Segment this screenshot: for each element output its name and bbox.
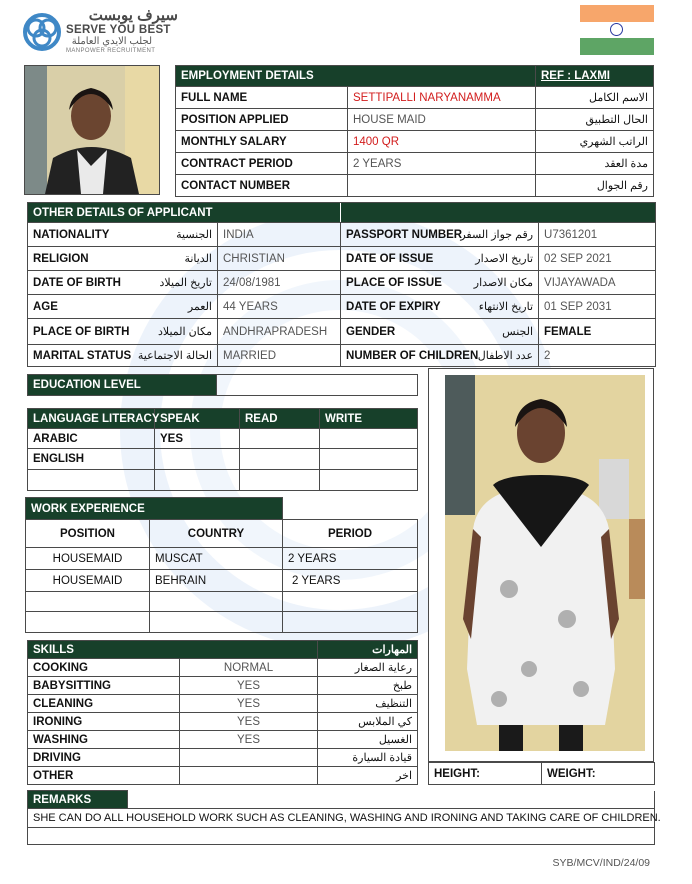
other-details-header: OTHER DETAILS OF APPLICANT (28, 203, 341, 223)
skill-arabic: التنظيف (318, 695, 418, 713)
religion-arabic: الديانة (150, 247, 218, 271)
skill-arabic: طبخ (318, 677, 418, 695)
work-period: 2 YEARS (283, 570, 418, 592)
position-col-header: POSITION (26, 520, 150, 548)
date-of-issue-value: 02 SEP 2021 (539, 247, 656, 271)
skills-header-arabic: المهارات (318, 641, 418, 659)
monthly-salary-arabic: الراتب الشهري (536, 131, 654, 153)
skill-arabic: اخر (318, 767, 418, 785)
language-speak (155, 470, 240, 491)
passport-number-label: PASSPORT NUMBER (341, 223, 459, 247)
other-details-row (28, 319, 656, 345)
height-weight-table (428, 762, 655, 785)
education-level-value (217, 375, 418, 396)
position-applied-value: HOUSE MAID (348, 109, 536, 131)
india-flag-icon (580, 5, 654, 55)
remarks-header: REMARKS (28, 791, 128, 809)
skill-name: OTHER (28, 767, 180, 785)
work-position: HOUSEMAID (26, 548, 150, 570)
employment-row (176, 153, 654, 175)
other-details-row (28, 223, 656, 247)
skill-level: NORMAL (180, 659, 318, 677)
contract-period-arabic: مدة العقد (536, 153, 654, 175)
full-name-label: FULL NAME (176, 87, 348, 109)
skill-level: YES (180, 695, 318, 713)
religion-value: CHRISTIAN (218, 247, 341, 271)
gender-value: FEMALE (539, 319, 656, 345)
place-of-issue-label: PLACE OF ISSUE (341, 271, 459, 295)
work-period (283, 592, 418, 612)
nationality-value: INDIA (218, 223, 341, 247)
work-position: HOUSEMAID (26, 570, 150, 592)
weight-label: WEIGHT: (542, 763, 655, 785)
other-details-table (27, 202, 656, 367)
language-literacy-table (27, 408, 418, 491)
full-name-value: SETTIPALLI NARYANAMMA (348, 87, 536, 109)
skill-level: YES (180, 713, 318, 731)
skill-row (28, 659, 418, 677)
language-read (240, 470, 320, 491)
other-details-row (28, 247, 656, 271)
work-country (150, 612, 283, 633)
number-of-children-label: NUMBER OF CHILDREN (341, 345, 459, 367)
skill-level (180, 767, 318, 785)
date-of-expiry-value: 01 SEP 2031 (539, 295, 656, 319)
skill-row (28, 731, 418, 749)
contact-number-arabic: رقم الجوال (536, 175, 654, 197)
brand-tagline: MANPOWER RECRUITMENT (66, 48, 156, 54)
place-of-birth-label: PLACE OF BIRTH (28, 319, 150, 345)
skill-level: YES (180, 677, 318, 695)
remarks-empty-line (28, 828, 655, 845)
skill-name: BABYSITTING (28, 677, 180, 695)
skill-arabic: قيادة السيارة (318, 749, 418, 767)
skill-row (28, 767, 418, 785)
skill-arabic: الغسيل (318, 731, 418, 749)
skill-name: WASHING (28, 731, 180, 749)
gender-label: GENDER (341, 319, 459, 345)
height-label: HEIGHT: (429, 763, 542, 785)
skill-level (180, 749, 318, 767)
other-details-row (28, 345, 656, 367)
religion-label: RELIGION (28, 247, 150, 271)
date-of-expiry-label: DATE OF EXPIRY (341, 295, 459, 319)
skill-name: DRIVING (28, 749, 180, 767)
skill-row (28, 677, 418, 695)
language-row (28, 429, 418, 449)
employment-row (176, 87, 654, 109)
language-name (28, 470, 155, 491)
passport-number-value: U7361201 (539, 223, 656, 247)
remarks-table (27, 790, 661, 845)
country-col-header: COUNTRY (150, 520, 283, 548)
work-period (283, 612, 418, 633)
age-label: AGE (28, 295, 150, 319)
place-of-issue-value: VIJAYAWADA (539, 271, 656, 295)
applicant-photo-small (24, 65, 160, 195)
write-col-header: WRITE (320, 409, 418, 429)
date-of-expiry-arabic: تاريخ الانتهاء (459, 295, 539, 319)
passport-number-arabic: رقم جواز السفر (459, 223, 539, 247)
work-period: 2 YEARS (283, 548, 418, 570)
skill-row (28, 695, 418, 713)
language-row (28, 449, 418, 470)
work-experience-header: WORK EXPERIENCE (26, 498, 283, 520)
work-row (26, 548, 418, 570)
age-value: 44 YEARS (218, 295, 341, 319)
language-name: ARABIC (28, 429, 155, 449)
skill-level: YES (180, 731, 318, 749)
full-name-arabic: الاسم الكامل (536, 87, 654, 109)
employment-details-table (175, 65, 654, 197)
brand-arabic-tagline: لجلب الايدي العاملة (71, 36, 152, 47)
other-details-row (28, 271, 656, 295)
language-read (240, 449, 320, 470)
period-col-header: PERIOD (283, 520, 418, 548)
employment-details-header: EMPLOYMENT DETAILS (176, 66, 536, 87)
reference-label: REF : LAXMI (536, 66, 654, 87)
language-row (28, 470, 418, 491)
date-of-birth-value: 24/08/1981 (218, 271, 341, 295)
brand-arabic-name: سيرف يوبست (88, 7, 178, 24)
monthly-salary-label: MONTHLY SALARY (176, 131, 348, 153)
nationality-label: NATIONALITY (28, 223, 150, 247)
date-of-issue-label: DATE OF ISSUE (341, 247, 459, 271)
work-row (26, 612, 418, 633)
language-write (320, 429, 418, 449)
brand-logo-icon (22, 10, 62, 54)
skills-header: SKILLS (28, 641, 318, 659)
skill-arabic: كي الملابس (318, 713, 418, 731)
language-speak: YES (155, 429, 240, 449)
work-experience-header-spacer (283, 498, 418, 520)
number-of-children-arabic: عدد الاطفال (459, 345, 539, 367)
language-read (240, 429, 320, 449)
applicant-photo-large (428, 368, 654, 762)
employment-row (176, 109, 654, 131)
remarks-text: SHE CAN DO ALL HOUSEHOLD WORK SUCH AS CLEANING, WASHING AND IRONING AND TAKING CARE OF CHILDREN. (28, 809, 655, 828)
gender-arabic: الجنس (459, 319, 539, 345)
skill-arabic: رعاية الصغار (318, 659, 418, 677)
date-of-issue-arabic: تاريخ الاصدار (459, 247, 539, 271)
language-name: ENGLISH (28, 449, 155, 470)
marital-status-value: MARRIED (218, 345, 341, 367)
language-write (320, 470, 418, 491)
place-of-birth-value: ANDHRAPRADESH (218, 319, 341, 345)
monthly-salary-value: 1400 QR (348, 131, 536, 153)
work-experience-table (25, 497, 418, 633)
contract-period-label: CONTRACT PERIOD (176, 153, 348, 175)
education-level-label: EDUCATION LEVEL (28, 375, 217, 396)
contract-period-value: 2 YEARS (348, 153, 536, 175)
work-country: MUSCAT (150, 548, 283, 570)
position-applied-arabic: الحال التطبيق (536, 109, 654, 131)
language-col-header: LANGUAGE LITERACY (28, 409, 155, 429)
date-of-birth-label: DATE OF BIRTH (28, 271, 150, 295)
language-write (320, 449, 418, 470)
position-applied-label: POSITION APPLIED (176, 109, 348, 131)
other-details-header-blank (341, 203, 656, 223)
document-code: SYB/MCV/IND/24/09 (552, 857, 650, 869)
skill-name: COOKING (28, 659, 180, 677)
contact-number-label: CONTACT NUMBER (176, 175, 348, 197)
work-country: BEHRAIN (150, 570, 283, 592)
skill-row (28, 749, 418, 767)
employment-row (176, 175, 654, 197)
skill-row (28, 713, 418, 731)
work-country (150, 592, 283, 612)
skill-name: IRONING (28, 713, 180, 731)
number-of-children-value: 2 (539, 345, 656, 367)
contact-number-value (348, 175, 536, 197)
work-position (26, 592, 150, 612)
brand-name: SERVE YOU BEST (66, 24, 171, 36)
age-arabic: العمر (150, 295, 218, 319)
work-row (26, 570, 418, 592)
nationality-arabic: الجنسية (150, 223, 218, 247)
remarks-header-spacer (128, 791, 655, 809)
work-row (26, 592, 418, 612)
skill-name: CLEANING (28, 695, 180, 713)
education-level-table (27, 374, 418, 396)
marital-status-label: MARITAL STATUS (28, 345, 150, 367)
other-details-row (28, 295, 656, 319)
place-of-issue-arabic: مكان الاصدار (459, 271, 539, 295)
work-position (26, 612, 150, 633)
read-col-header: READ (240, 409, 320, 429)
skills-table (27, 640, 418, 785)
language-speak (155, 449, 240, 470)
place-of-birth-arabic: مكان الميلاد (150, 319, 218, 345)
employment-row (176, 131, 654, 153)
date-of-birth-arabic: تاريخ الميلاد (150, 271, 218, 295)
speak-col-header: SPEAK (155, 409, 240, 429)
marital-status-arabic: الحالة الاجتماعية (150, 345, 218, 367)
